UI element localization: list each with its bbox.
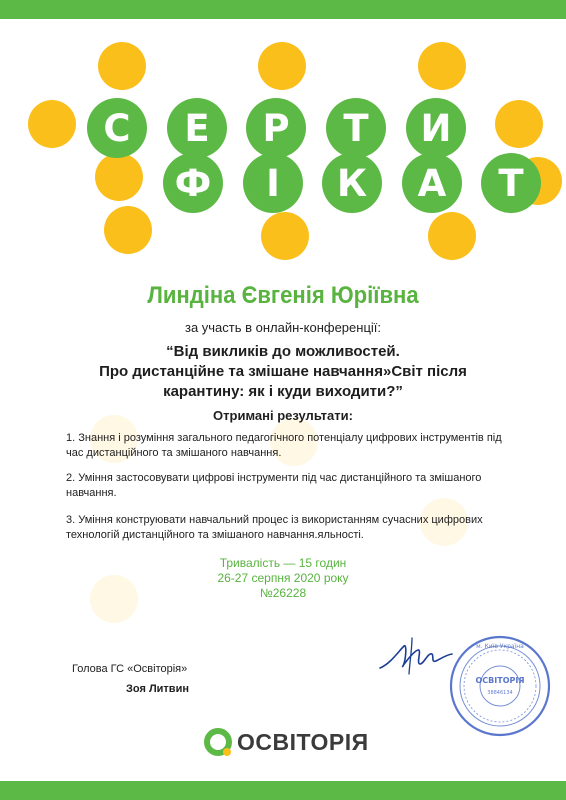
title-letter-circle: К: [322, 153, 382, 213]
decorative-circle: [28, 100, 76, 148]
recipient-name: Линдіна Євгенія Юріївна: [147, 282, 419, 309]
svg-text:38846134: 38846134: [487, 690, 513, 696]
decorative-circle: [258, 42, 306, 90]
event-title-line: карантину: як і куди виходити?”: [163, 383, 403, 400]
title-letter-circle: Т: [326, 98, 386, 158]
logo-circle-icon: [203, 727, 233, 757]
decorative-circle: [95, 153, 143, 201]
title-letter-circle: Ф: [163, 153, 223, 213]
decorative-circle: [495, 100, 543, 148]
signatory-name: Зоя Литвин: [126, 683, 189, 695]
top-stripe: [0, 0, 566, 19]
results-heading: Отримані результати:: [213, 408, 353, 423]
title-letter-circle: И: [406, 98, 466, 158]
participation-text: за участь в онлайн-конференції:: [184, 320, 382, 335]
result-item: 2. Уміння застосовувати цифрові інструменти під час дистанційного та змішаного навчання.: [66, 472, 482, 499]
signature-image: [376, 630, 456, 680]
decorative-circle: [261, 212, 309, 260]
dates-text: 26-27 серпня 2020 року: [217, 571, 349, 585]
bottom-stripe: [0, 781, 566, 800]
title-letter-circle: Т: [481, 153, 541, 213]
osvitoriya-logo: [203, 724, 369, 760]
logo-text: ОСВІТОРІЯ: [237, 728, 369, 755]
seal-stamp: [448, 634, 552, 738]
event-title-line: “Від викликів до можливостей.: [166, 343, 400, 360]
svg-text:м. Київ Україна: м. Київ Україна: [476, 643, 524, 650]
title-letter-circle: Р: [246, 98, 306, 158]
title-letter-circle: А: [402, 153, 462, 213]
signatory-role: Голова ГС «Освіторія»: [72, 663, 188, 675]
svg-text:ОСВІТОРІЯ: ОСВІТОРІЯ: [475, 676, 525, 685]
decorative-circle: [418, 42, 466, 90]
event-title-line: Про дистанційне та змішане навчання»Світ після: [99, 363, 467, 380]
decorative-circle: [104, 206, 152, 254]
result-item: 3. Уміння конструювати навчальний процес із використанням сучасних цифрових технологій дистанційного та змішаного навчання.яльності.: [66, 514, 483, 541]
title-letter-circle: Е: [167, 98, 227, 158]
decorative-circle: [428, 212, 476, 260]
decorative-circle: [98, 42, 146, 90]
title-letter-circle: І: [243, 153, 303, 213]
title-letter-circle: С: [87, 98, 147, 158]
result-item: 1. Знання і розуміння загального педагогічного потенціалу цифрових інструментів під час дистанційного та змішаного навчання.: [66, 432, 502, 459]
certificate-number: №26228: [259, 586, 307, 600]
duration-text: Тривалість — 15 годин: [219, 556, 347, 570]
